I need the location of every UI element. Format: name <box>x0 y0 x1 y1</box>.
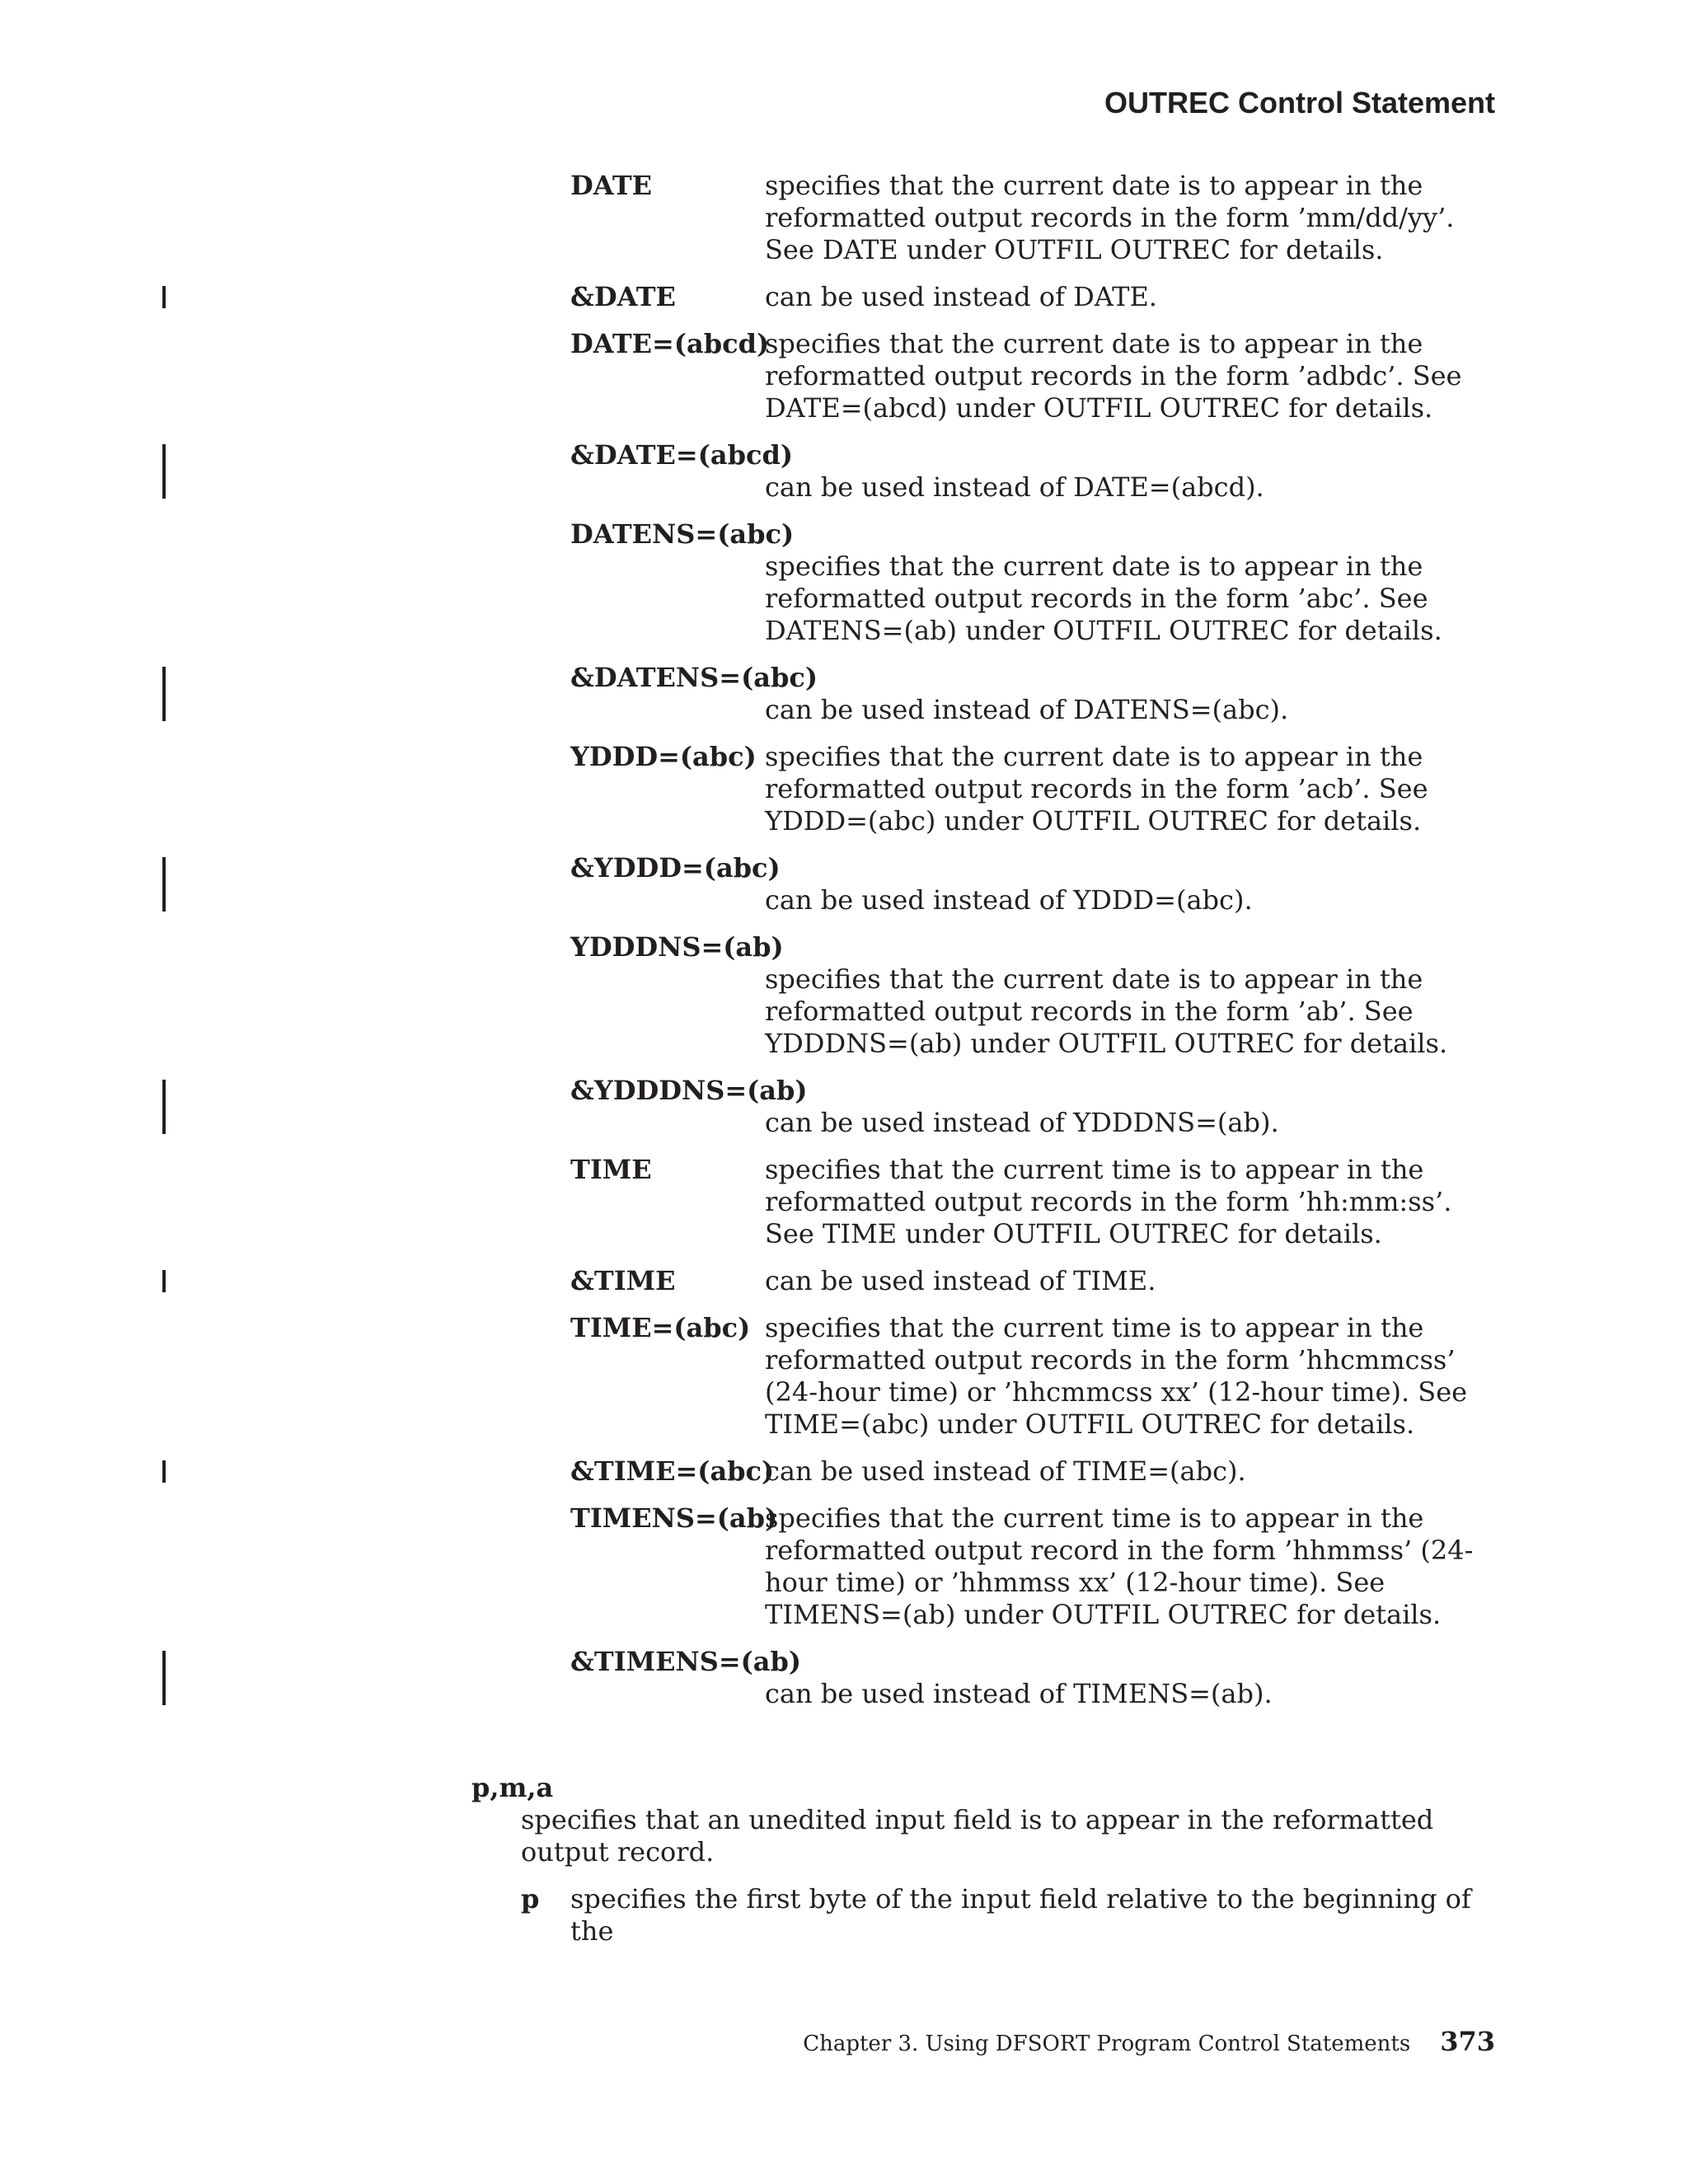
definition-term: &TIME=(abc) <box>570 1455 775 1487</box>
definition-description: can be used instead of DATE. <box>765 281 1157 312</box>
definition-term: &TIMENS=(ab) <box>570 1646 802 1677</box>
definition-entry <box>0 741 1688 837</box>
page-footer <box>803 2026 1495 2057</box>
definition-entry <box>0 662 1688 726</box>
definition-entry <box>0 281 1688 313</box>
definition-term: TIME=(abc) <box>570 1312 751 1343</box>
definition-description: can be used instead of DATENS=(abc). <box>765 694 1289 725</box>
definition-description: specifies that the current time is to appear in the reformatted output record in the form ’hhmmss’ (24-hour time) or ’hhmmss xx’ (12-hour time). See TIMENS=(ab) under OUTFIL OUTREC for details. <box>765 1502 1474 1630</box>
definition-entry <box>0 852 1688 916</box>
definition-entry <box>0 439 1688 504</box>
definition-description: can be used instead of TIME. <box>765 1265 1156 1296</box>
definition-term: &DATE <box>570 281 676 312</box>
definition-term: &TIME <box>570 1265 676 1296</box>
definition-entry <box>0 1312 1688 1441</box>
definition-term: TIMENS=(ab) <box>570 1502 778 1534</box>
change-bar <box>162 1270 166 1292</box>
definition-description: can be used instead of DATE=(abcd). <box>765 471 1264 503</box>
definition-description: specifies that the current date is to appear in the reformatted output records in the form ’ab’. See YDDDNS=(ab) under OUTFIL OUTREC for details. <box>765 963 1448 1059</box>
sub-parameter-description: specifies the first byte of the input field relative to the beginning of the <box>570 1883 1471 1947</box>
definition-entry <box>0 1455 1688 1488</box>
running-header: OUTREC Control Statement <box>1104 86 1495 120</box>
definition-entry <box>0 1502 1688 1631</box>
definition-entry <box>0 931 1688 1060</box>
definition-entry <box>0 1154 1688 1250</box>
definition-description: can be used instead of YDDDNS=(ab). <box>765 1107 1279 1138</box>
sub-parameter <box>521 1883 1493 1947</box>
definition-term: DATE=(abcd) <box>570 328 770 359</box>
page-number: 373 <box>1440 2026 1495 2057</box>
change-bar <box>162 667 166 721</box>
definition-term: TIME <box>570 1154 652 1185</box>
definition-description: specifies that the current date is to appear in the reformatted output records in the form ’mm/dd/yy’. See DATE under OUTFIL OUTREC for details. <box>765 170 1455 265</box>
parameter-term: p,m,a <box>471 1772 554 1803</box>
definition-description: specifies that the current date is to appear in the reformatted output records in the form ’acb’. See YDDD=(abc) under OUTFIL OUTREC for details. <box>765 741 1428 837</box>
parameter-pma <box>471 1772 1493 1947</box>
definition-description: specifies that the current time is to appear in the reformatted output records in the form ’hhcmmcss’ (24-hour time) or ’hhcmmcss xx’ (12-hour time). See TIME=(abc) under OUTFIL OUTREC for details. <box>765 1312 1468 1440</box>
chapter-title: Chapter 3. Using DFSORT Program Control Statements <box>803 2032 1411 2056</box>
change-bar <box>162 444 166 499</box>
change-bar <box>162 1651 166 1705</box>
definition-term: &YDDDNS=(ab) <box>570 1075 808 1106</box>
definition-description: can be used instead of YDDD=(abc). <box>765 884 1253 916</box>
definition-term: YDDDNS=(ab) <box>570 931 784 963</box>
change-bar <box>162 286 166 308</box>
definition-description: can be used instead of TIME=(abc). <box>765 1455 1246 1487</box>
definition-entry <box>0 170 1688 266</box>
definition-description: specifies that the current date is to appear in the reformatted output records in the form ’adbdc’. See DATE=(abcd) under OUTFIL OUTREC for details. <box>765 328 1462 424</box>
definition-term: DATENS=(abc) <box>570 518 795 550</box>
definition-term: &DATE=(abcd) <box>570 439 793 471</box>
change-bar <box>162 1460 166 1483</box>
definition-entry <box>0 1265 1688 1297</box>
definition-description: specifies that the current date is to appear in the reformatted output records in the form ’abc’. See DATENS=(ab) under OUTFIL OUTREC for details. <box>765 551 1442 646</box>
change-bar <box>162 857 166 912</box>
definition-description: specifies that the current time is to appear in the reformatted output records in the form ’hh:mm:ss’. See TIME under OUTFIL OUTREC for details. <box>765 1154 1452 1249</box>
definition-entry <box>0 518 1688 647</box>
definition-entry <box>0 1075 1688 1139</box>
change-bar <box>162 1080 166 1134</box>
definition-description: can be used instead of TIMENS=(ab). <box>765 1678 1273 1709</box>
definition-term: YDDD=(abc) <box>570 741 757 772</box>
definition-entry <box>0 328 1688 424</box>
sub-parameter-term: p <box>521 1883 540 1915</box>
definition-list <box>0 170 1688 1725</box>
definition-entry <box>0 1646 1688 1710</box>
definition-term: DATE <box>570 170 653 201</box>
definition-term: &YDDD=(abc) <box>570 852 781 883</box>
definition-term: &DATENS=(abc) <box>570 662 818 693</box>
parameter-description: specifies that an unedited input field is to appear in the reformatted output record. <box>521 1804 1434 1868</box>
